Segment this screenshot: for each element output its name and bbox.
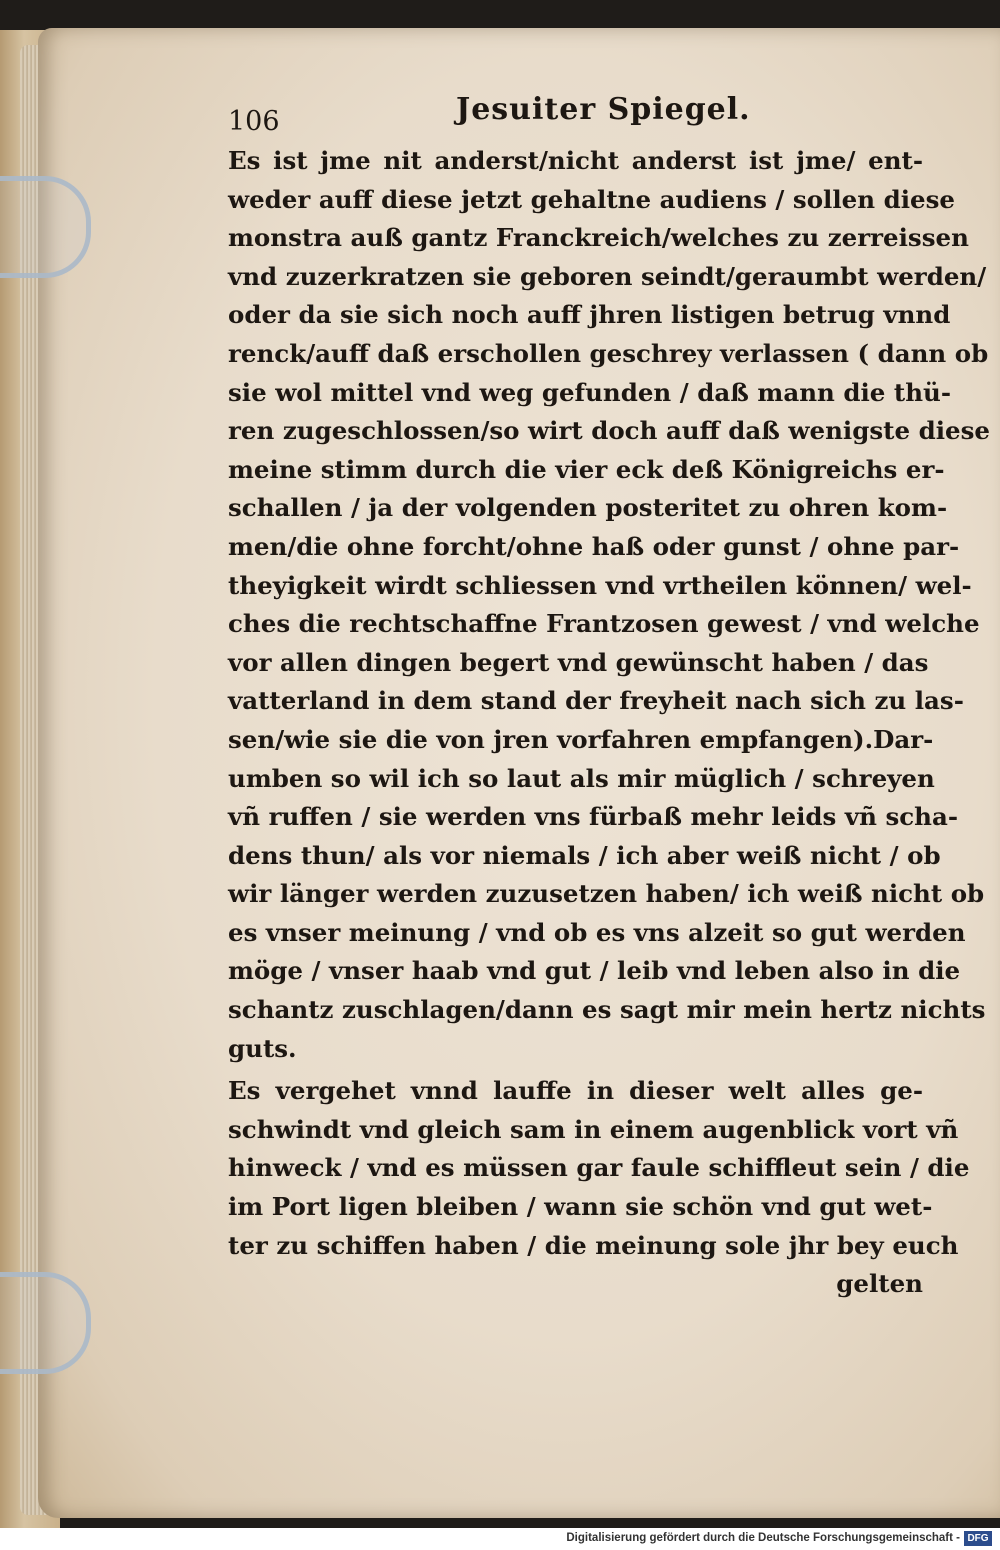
text-line: guts.	[228, 1033, 297, 1063]
text-line: schallen / ja der volgenden posteritet zu ohren kom-	[228, 493, 948, 523]
running-title: Jesuiter Spiegel.	[456, 92, 751, 127]
paragraph-1	[228, 142, 990, 1068]
page-text-block	[228, 92, 990, 1304]
text-line: meine stimm durch die vier eck deß Königreichs er-	[228, 454, 945, 484]
text-line: weder auff diese jetzt gehaltne audiens / sollen diese	[228, 184, 955, 214]
paragraph-2	[228, 1072, 970, 1265]
text-line: hinweck / vnd es müssen gar faule schiffleut sein / die	[228, 1153, 970, 1183]
page-number: 106	[228, 106, 280, 137]
text-line: vatterland in dem stand der freyheit nach sich zu las-	[228, 686, 964, 716]
text-line: vnd zuzerkratzen sie geboren seindt/geraumbt werden/	[228, 261, 987, 291]
text-line: Es ist jme nit anderst/nicht anderst ist jme/ ent-	[228, 146, 923, 175]
text-line: oder da sie sich noch auff jhren listigen betrug vnnd	[228, 300, 951, 330]
text-line: renck/auff daß erschollen geschrey verlassen ( dann ob	[228, 338, 989, 368]
text-line: vñ ruffen / sie werden vns fürbaß mehr leids vñ scha-	[228, 802, 959, 832]
text-line: sie wol mittel vnd weg gefunden / daß mann die thü-	[228, 377, 952, 407]
text-line: im Port ligen bleiben / wann sie schön vnd gut wet-	[228, 1192, 933, 1222]
text-line: men/die ohne forcht/ohne haß oder gunst / ohne par-	[228, 531, 960, 561]
text-line: ches die rechtschaffne Frantzosen gewest / vnd welche	[228, 609, 980, 639]
text-line: dens thun/ als vor niemals / ich aber weiß nicht / ob	[228, 840, 941, 870]
page-header	[228, 92, 923, 142]
catchword: gelten	[836, 1269, 923, 1299]
text-line: es vnser meinung / vnd ob es vns alzeit so gut werden	[228, 917, 966, 947]
text-line: ren zugeschlossen/so wirt doch auff daß wenigste diese	[228, 416, 990, 446]
text-line: schantz zuschlagen/dann es sagt mir mein hertz nichts	[228, 995, 986, 1025]
text-line: Es vergehet vnnd lauffe in dieser welt alles ge-	[228, 1076, 923, 1106]
text-line: monstra auß gantz Franckreich/welches zu zerreissen	[228, 223, 969, 253]
text-line: theyigkeit wirdt schliessen vnd vrtheilen können/ wel-	[228, 570, 972, 600]
text-line: sen/wie sie die von jren vorfahren empfangen).Dar-	[228, 724, 934, 754]
funding-credit: Digitalisierung gefördert durch die Deutsche Forschungsgemeinschaft -	[566, 1532, 960, 1544]
text-line: wir länger werden zuzusetzen haben/ ich weiß nicht ob	[228, 879, 985, 909]
paper-clip-top	[0, 176, 91, 278]
digitization-footer	[0, 1528, 1000, 1550]
dfg-logo: DFG	[964, 1531, 992, 1546]
text-line: schwindt vnd gleich sam in einem augenblick vort vñ	[228, 1114, 959, 1144]
text-line: ter zu schiffen haben / die meinung sole jhr bey euch	[228, 1230, 959, 1260]
paper-clip-bottom	[0, 1272, 91, 1374]
text-line: möge / vnser haab vnd gut / leib vnd leben also in die	[228, 956, 961, 986]
text-line: vor allen dingen begert vnd gewünscht haben / das	[228, 647, 929, 677]
text-line: umben so wil ich so laut als mir müglich / schreyen	[228, 763, 935, 793]
